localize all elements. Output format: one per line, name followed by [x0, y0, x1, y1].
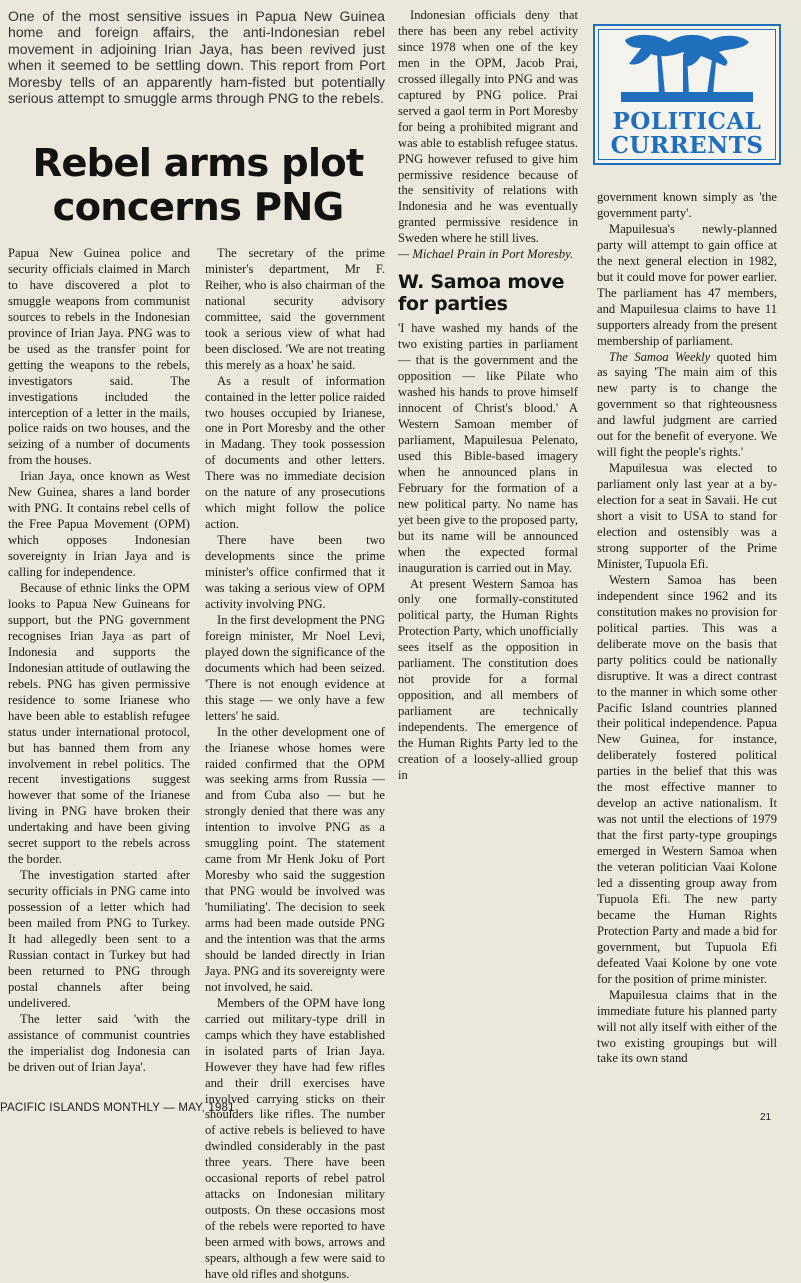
headline-line-2: concerns PNG	[52, 185, 344, 230]
paragraph: In the first development the PNG foreign minister, Mr Noel Levi, played down the significance of the documents which had been seized. 'There is not enough evidence at this stage — we only have a few letters' he said.	[205, 612, 385, 723]
logo-title-line-1: POLITICAL	[612, 108, 762, 135]
paragraph: The secretary of the prime minister's department, Mr F. Reiher, who is also chairman of the national security advisory committee, said the government took a serious view of what had been disclosed. 'We are not treating this merely as a hoax' he said.	[205, 246, 385, 372]
logo-title-line-2: CURRENTS	[610, 132, 764, 159]
article-2-headline-line-2: for parties	[398, 293, 508, 316]
page-footer: PACIFIC ISLANDS MONTHLY — MAY, 1981	[0, 1102, 235, 1114]
article-signoff: — Michael Prain in Port Moresby.	[398, 247, 574, 262]
article-standfirst: One of the most sensitive issues in Papua New Guinea home and foreign affairs, the anti-Indonesian rebel movement in adjoining Irian Jaya, has been revived just when it seemed to be settling down. This report from Port Moresby tells of an apparently ham-fisted but potentially serious attempt to smuggle arms through PNG to the rebels.	[8, 8, 385, 107]
article-2-headline-line-1: W. Samoa move	[398, 271, 565, 294]
publication-name: The Samoa Weekly	[609, 349, 711, 364]
column-1	[8, 246, 190, 1098]
paragraph: government known simply as 'the government party'.	[597, 190, 777, 220]
paragraph: The investigation started after security officials in PNG came into possession of a letter which had been mailed from PNG to Turkey. It had allegedly been sent to a Russian contact in Turkey but had been returned to PNG through postal channels after being undelivered.	[8, 868, 190, 1010]
article-2-headline	[398, 271, 578, 315]
palm-trees-icon	[621, 32, 753, 104]
paragraph: Irian Jaya, once known as West New Guinea, shares a land border with PNG. It contains rebel cells of the Free Papua Movement (OPM) which opposes Indonesian sovereignty in Irian Jaya and is calling for independence.	[8, 469, 190, 580]
paragraph: Mapuilesua claims that in the immediate future his planned party will not ally itself with either of the two existing groupings but will take its own stand	[597, 987, 777, 1066]
paragraph	[597, 350, 777, 462]
paragraph: 'I have washed my hands of the two existing parties in parliament — that is the government and the opposition — like Pilate who washed his hands to prove himself innocent of Christ's blood.' A Western Samoan member of parliament, Mapuilesua Pelenato, used this Bible-based imagery when he announced plans in February for the formation of a new political party. No name has yet been give to the proposed party, but its name will be announced when the expected formal inauguration is carried out in May.	[398, 321, 578, 575]
paragraph: At present Western Samoa has only one formally-constituted political party, the Human Rights Protection Party, which unofficially sees itself as the opposition in parliament. The constitution does not provide for a formal opposition, and all members of parliament are technically independents. The emergence of the Human Rights Party led to the creation of a loosely-allied group in	[398, 576, 578, 782]
paragraph: As a result of information contained in the letter police raided two houses occupied by Irianese, one in Port Moresby and the other in Madang. They took possession of documents and other letters. There was no immediate decision on the nature of any prosecutions which might follow the police action.	[205, 373, 385, 532]
headline-line-1: Rebel arms plot	[32, 141, 364, 186]
column-3	[398, 8, 578, 1098]
paragraph: Mapuilesua was elected to parliament only last year at a by-election for a seat in Savaii. He cut short a visit to USA to stand for election and ostensibly was a strong supporter of the Prime Minister, Tupuola Efi.	[597, 461, 777, 571]
paragraph: Indonesian officials deny that there has been any rebel activity since 1978 when one of the key men in the OPM, Jacob Prai, crossed illegally into PNG and was captured by PNG police. Prai served a gaol term in Port Moresby for being a prohibited migrant and was able to establish refugee status. PNG however refused to give him permissive residence because of the sensitivity of relations with Indonesia and he was eventually granted permissive residence in Sweden where he still lives.	[398, 8, 578, 246]
article-headline	[8, 142, 388, 230]
paragraph-text: quoted him as saying 'The main aim of this new party is to change the government so that righteousness and lawful judgment are carried out for the benefit of everyone. We will fight the people's rights.'	[597, 349, 777, 460]
page-number: 21	[760, 1112, 772, 1123]
paragraph: Members of the OPM have long carried out military-type drill in camps which they have established in isolated parts of Irian Jaya. However they have had few rifles and their drill exercises have involved carrying sticks on their shoulders like rifles. The number of active rebels is believed to have dwindled considerably in the past three years. There have been occasional reports of rebel patrol attacks on Indonesian military outposts. On these occasions most of the rebels were reported to have been armed with bows, arrows and spears, although a few were said to have old rifles and shotguns.	[205, 995, 385, 1281]
paragraph: Western Samoa has been independent since 1962 and its constitution makes no provision for political parties. This was a deliberate move on the basis that party politics could be nationally disruptive. It was a direct contrast to the manner in which some other Pacific Island countries planned their political independence. Papua New Guinea, for instance, deliberately fostered political parties in the belief that this was the most effective manner to develop an active nationalism. It was not until the elections of 1979 that the first party-type groupings emerged in Western Samoa when the veteran politician Vaai Kolone led a dissenting group away from Tupuola Efi. The new party became the Human Rights Protection Party and made a bid for government, but Tupuola Efi defeated Vaai Kolone by one vote for the position of prime minister.	[597, 572, 777, 986]
paragraph: The letter said 'with the assistance of communist countries the imperialist dog Indonesia can be driven out of Irian Jaya'.	[8, 1011, 190, 1074]
paragraph: Because of ethnic links the OPM looks to Papua New Guineans for support, but the PNG government recognises Irian Jaya as part of Indonesia and supports the Indonesian attitude of outlawing the rebels. PNG has given permissive residence to some Irianese who have been able to establish refugee status under international protocol, but has banned them from any involvement in rebel politics. The recent investigations suggest however that some of the Irianese living in PNG have broken their undertaking and have been giving secret support to the rebels across the border.	[8, 581, 190, 867]
column-2	[205, 246, 385, 1281]
paragraph: There have been two developments since the prime minister's office confirmed that it was taking a serious view of OPM activity involving PNG.	[205, 533, 385, 611]
paragraph: In the other development one of the Irianese whose homes were raided confirmed that the OPM was seeking arms from Russia — and from Cuba also — but he strongly denied that there was any intention to involve PNG as a smuggling point. The statement came from Mr Henk Joku of Port Moresby who said the suggestion that PNG would be involved was 'humiliating'. The decision to seek arms had been made outside PNG and the intention was that the arms should be landed directly in Irian Jaya. PNG and its sovereignty were not involved, he said.	[205, 724, 385, 994]
column-4	[597, 190, 777, 1098]
political-currents-logo	[593, 24, 781, 165]
paragraph: Papua New Guinea police and security officials claimed in March to have discovered a plot to smuggle weapons from communist sources to rebels in the Indonesian province of Irian Jaya. PNG was to be used as the transfer point for getting the weapons to the rebels, investigators said. The investigations included the interception of a letter in the mails, police raids on two houses, and the seizing of a number of documents from the houses.	[8, 246, 190, 468]
paragraph: Mapuilesua's newly-planned party will attempt to gain office at the next general election in 1982, but it could move for power earlier. The parliament has 47 members, and Mapuilesua claims to have 11 supporters already from the present membership of parliament.	[597, 221, 777, 348]
